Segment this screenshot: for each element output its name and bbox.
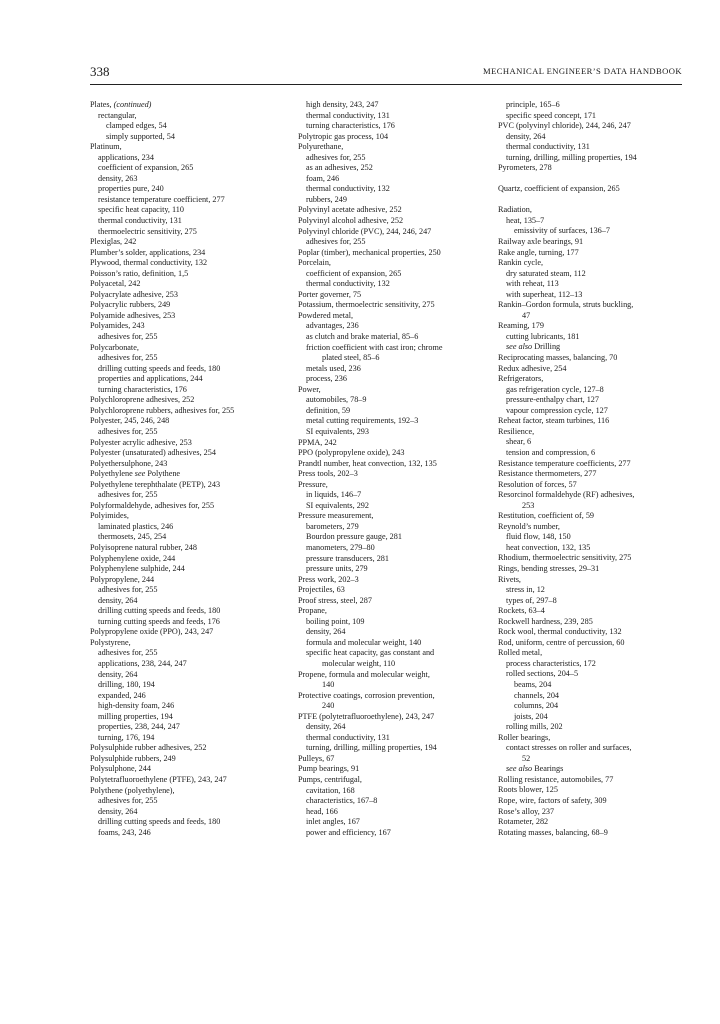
index-entry: drilling cutting speeds and feeds, 180	[98, 363, 221, 373]
index-entry: Rankin cycle,	[498, 258, 544, 268]
index-entry: Pressure,	[298, 479, 328, 489]
index-entry: rolling mills, 202	[506, 722, 563, 732]
index-entry: pressure transducers, 281	[306, 553, 389, 563]
index-entry: barometers, 279	[306, 521, 359, 531]
index-entry: PTFE (polytetrafluoroethylene), 243, 247	[298, 711, 435, 721]
index-entry: thermal conductivity, 131	[306, 732, 390, 742]
index-entry: shear, 6	[506, 437, 532, 447]
index-entry: pressure-enthalpy chart, 127	[506, 395, 599, 405]
index-entry: Polyethersulphone, 243	[90, 458, 168, 468]
page-header	[90, 64, 682, 82]
index-entry: Polysulphone, 244	[90, 764, 151, 774]
index-entry: thermal conductivity, 132	[306, 184, 390, 194]
index-entry: as clutch and brake material, 85–6	[306, 332, 419, 342]
index-entry: Propane,	[298, 606, 327, 616]
index-entry: Plumber’s solder, applications, 234	[90, 247, 206, 257]
index-entry: Pressure measurement,	[298, 511, 374, 521]
index-entry-italic: see also	[506, 764, 533, 774]
index-entry: turning characteristics, 176	[306, 121, 395, 131]
index-entry: clamped edges, 54	[106, 121, 167, 131]
index-entry: boiling point, 109	[306, 616, 365, 626]
index-entry: Prandtl number, heat convection, 132, 135	[298, 458, 437, 468]
index-entry: Projectiles, 63	[298, 585, 345, 595]
index-entry: density, 264	[306, 722, 346, 732]
index-entry: Polychloroprene adhesives, 252	[90, 395, 195, 405]
index-entry: Porter governer, 75	[298, 289, 362, 299]
page-number: 338	[90, 64, 110, 79]
index-column-1	[90, 100, 290, 838]
index-entry: Rock wool, thermal conductivity, 132	[498, 627, 622, 637]
index-entry: Polythene (polyethylene),	[90, 785, 175, 795]
index-entry: advantages, 236	[306, 321, 359, 331]
index-entry: Polycarbonate,	[90, 342, 139, 352]
index-entry: definition, 59	[306, 405, 351, 415]
index-entry: properties pure, 240	[98, 184, 164, 194]
index-entry: power and efficiency, 167	[306, 827, 391, 837]
index-entry: SI equivalents, 293	[306, 426, 369, 436]
index-column-2	[298, 100, 486, 838]
index-entry: with reheat, 113	[506, 279, 559, 289]
index-entry: thermosets, 245, 254	[98, 532, 167, 542]
index-entry: density, 264	[98, 806, 138, 816]
index-entry: automobiles, 78–9	[306, 395, 367, 405]
index-entry: drilling cutting speeds and feeds, 180	[98, 606, 221, 616]
index-entry: turning characteristics, 176	[98, 384, 187, 394]
index-entry-italic: (continued)	[113, 100, 152, 109]
index-entry-italic: see also	[506, 342, 533, 352]
index-entry: Reynold’s number,	[498, 521, 560, 531]
index-entry: adhesives for, 255	[98, 353, 158, 363]
index-entry: turning, 176, 194	[98, 732, 155, 742]
index-entry: Polyethylene see Polythene	[90, 469, 181, 479]
index-entry: Reaming, 179	[498, 321, 544, 331]
index-entry: Polyacetal, 242	[90, 279, 141, 289]
index-entry: plated steel, 85–6	[322, 353, 380, 363]
index-entry: heat, 135–7	[506, 215, 545, 225]
index-entry: adhesives for, 255	[98, 796, 158, 806]
index-entry: Rotameter, 282	[498, 817, 549, 827]
index-entry: Propene, formula and molecular weight,	[298, 669, 430, 679]
index-entry: Rotating masses, balancing, 68–9	[498, 827, 608, 837]
index-entry: thermal conductivity, 132	[306, 279, 390, 289]
index-entry: with superheat, 112–13	[506, 289, 583, 299]
index-entry: properties and applications, 244	[98, 374, 203, 384]
index-entry: PPO (polypropylene oxide), 243	[298, 448, 405, 458]
index-entry: Plywood, thermal conductivity, 132	[90, 258, 208, 268]
index-entry: Polyformaldehyde, adhesives for, 255	[90, 500, 215, 510]
index-entry: Reheat factor, steam turbines, 116	[498, 416, 610, 426]
index-entry: Polystyrene,	[90, 637, 131, 647]
index-entry: Reciprocating masses, balancing, 70	[498, 353, 618, 363]
index-entry: thermal conductivity, 131	[306, 110, 390, 120]
index-entry: Rings, bending stresses, 29–31	[498, 563, 600, 573]
index-entry: Pulleys, 67	[298, 753, 335, 763]
index-entry: PVC (polyvinyl chloride), 244, 246, 247	[498, 121, 631, 131]
index-entry: Polyacrylate adhesive, 253	[90, 289, 178, 299]
index-entry: coefficient of expansion, 265	[98, 163, 194, 173]
index-entry: PPMA, 242	[298, 437, 337, 447]
index-entry: channels, 204	[514, 690, 560, 700]
index-entry: Polyurethane,	[298, 142, 344, 152]
index-entry: Polyphenylene sulphide, 244	[90, 564, 185, 574]
index-entry: Resistance thermometers, 277	[498, 469, 597, 479]
index-entry: Poisson’s ratio, definition, 1,5	[90, 268, 189, 278]
index-entry: Resorcinol formaldehyde (RF) adhesives,	[498, 490, 635, 500]
index-entry: joists, 204	[514, 711, 548, 721]
index-entry: Polyvinyl acetate adhesive, 252	[298, 205, 402, 215]
index-entry: head, 166	[306, 806, 338, 816]
index-entry: adhesives for, 255	[98, 426, 158, 436]
index-entry: Rolled metal,	[498, 648, 543, 658]
index-entry: density, 264	[506, 131, 546, 141]
index-entry: see also Bearings	[506, 764, 564, 774]
index-entry: thermal conductivity, 131	[506, 142, 590, 152]
index-entry: manometers, 279–80	[306, 542, 375, 552]
index-entry: specific heat capacity, 110	[98, 205, 184, 215]
index-entry: Proof stress, steel, 287	[298, 595, 372, 605]
index-entry: Refrigerators,	[498, 374, 544, 384]
index-entry: process characteristics, 172	[506, 658, 596, 668]
index-entry: Polyester (unsaturated) adhesives, 254	[90, 448, 216, 458]
index-entry: Polyisoprene natural rubber, 248	[90, 542, 197, 552]
index-entry: Powdered metal,	[298, 310, 354, 320]
index-entry: Polypropylene oxide (PPO), 243, 247	[90, 627, 214, 637]
index-entry: Polychloroprene rubbers, adhesives for, 255	[90, 405, 235, 415]
index-entry: Polyester acrylic adhesive, 253	[90, 437, 192, 447]
index-entry: Rivets,	[498, 574, 521, 584]
index-entry: adhesives for, 255	[306, 152, 366, 162]
index-entry: Rope, wire, factors of safety, 309	[498, 796, 607, 805]
index-entry: properties, 238, 244, 247	[98, 722, 180, 732]
index-entry: Rhodium, thermoelectric sensitivity, 275	[498, 553, 632, 563]
index-entry: high density, 243, 247	[306, 100, 379, 109]
index-entry: in liquids, 146–7	[306, 490, 362, 500]
index-entry: simply supported, 54	[106, 131, 175, 141]
index-entry: specific heat capacity, gas constant and	[306, 648, 435, 658]
index-entry: principle, 165–6	[506, 100, 560, 109]
index-entry: types of, 297–8	[506, 595, 557, 605]
index-entry: cutting lubricants, 181	[506, 331, 580, 341]
index-entry: cavitation, 168	[306, 785, 355, 795]
index-entry: emissivity of surfaces, 136–7	[514, 226, 610, 236]
index-entry: adhesives for, 255	[98, 332, 158, 342]
index-entry: rectangular,	[98, 110, 137, 120]
index-entry: vapour compression cycle, 127	[506, 405, 608, 415]
index-entry: Polyphenylene oxide, 244	[90, 553, 176, 563]
index-entry: Pumps, centrifugal,	[298, 775, 362, 784]
index-entry: as an adhesives, 252	[306, 163, 373, 173]
index-entry: gas refrigeration cycle, 127–8	[506, 384, 604, 394]
index-entry: foams, 243, 246	[98, 827, 151, 837]
index-entry: coefficient of expansion, 265	[306, 268, 402, 278]
index-entry: rubbers, 249	[306, 194, 347, 204]
index-entry: process, 236	[306, 374, 347, 384]
index-entry: Roller bearings,	[498, 732, 551, 742]
index-entry: 240	[322, 701, 335, 711]
index-entry: applications, 238, 244, 247	[98, 658, 187, 668]
index-entry: Press work, 202–3	[298, 574, 359, 584]
index-entry: expanded, 246	[98, 690, 146, 700]
index-entry: adhesives for, 255	[98, 648, 158, 658]
index-entry: see also Drilling	[506, 342, 561, 352]
index-entry: tension and compression, 6	[506, 447, 596, 457]
index-entry: Polyester, 245, 246, 248	[90, 416, 170, 426]
header-rule	[90, 84, 682, 85]
index-entry: adhesives for, 255	[306, 237, 366, 247]
index-entry: high-density foam, 246	[98, 701, 175, 711]
index-entry: pressure units, 279	[306, 564, 368, 574]
index-entry: Protective coatings, corrosion prevention,	[298, 690, 435, 700]
index-entry: metal cutting requirements, 192–3	[306, 416, 419, 426]
index-entry: resistance temperature coefficient, 277	[98, 194, 225, 204]
index-entry: molecular weight, 110	[322, 658, 396, 668]
index-entry: 140	[322, 680, 335, 690]
index-entry: drilling, 180, 194	[98, 680, 155, 690]
index-entry: columns, 204	[514, 701, 559, 711]
index-entry: applications, 234	[98, 152, 154, 162]
index-entry: Potassium, thermoelectric sensitivity, 275	[298, 300, 435, 310]
index-entry: rolled sections, 204–5	[506, 669, 579, 679]
index-entry: Polytropic gas process, 104	[298, 131, 389, 141]
index-entry: Polyvinyl chloride (PVC), 244, 246, 247	[298, 226, 432, 236]
index-entry: beams, 204	[514, 679, 552, 689]
index-entry: Polyacrylic rubbers, 249	[90, 300, 171, 310]
index-entry: friction coefficient with cast iron; chrome	[306, 342, 443, 352]
index-entry: metals used, 236	[306, 363, 361, 373]
index-entry: Plates, (continued)	[90, 100, 152, 109]
index-entry: Resilience,	[498, 426, 535, 436]
index-entry: Polysulphide rubber adhesives, 252	[90, 743, 207, 753]
index-entry: Rake angle, turning, 177	[498, 247, 579, 257]
index-entry: laminated plastics, 246	[98, 521, 174, 531]
index-entry: Porcelain,	[298, 258, 331, 268]
running-head: MECHANICAL ENGINEER’S DATA HANDBOOK	[483, 66, 682, 76]
index-entry: Polyimides,	[90, 511, 129, 521]
index-entry: Press tools, 202–3	[298, 469, 358, 479]
index-entry: Resistance temperature coefficients, 277	[498, 458, 631, 468]
index-entry: thermoelectric sensitivity, 275	[98, 226, 197, 236]
index-entry: dry saturated steam, 112	[506, 268, 586, 278]
index-entry: Quartz, coefficient of expansion, 265	[498, 184, 620, 194]
index-entry: Rockets, 63–4	[498, 606, 545, 616]
index-entry: milling properties, 194	[98, 711, 173, 721]
index-entry: characteristics, 167–8	[306, 796, 378, 806]
index-entry: thermal conductivity, 131	[98, 216, 182, 226]
index-entry: foam, 246	[306, 173, 340, 183]
index-entry: Bourdon pressure gauge, 281	[306, 532, 402, 542]
index-entry: Polyvinyl alcohol adhesive, 252	[298, 216, 404, 226]
index-entry: density, 264	[98, 669, 138, 679]
index-entry: Polyamide adhesives, 253	[90, 310, 176, 320]
index-entry: Pump bearings, 91	[298, 764, 360, 774]
index-entry: Plexiglas, 242	[90, 237, 137, 247]
index-entry: SI equivalents, 292	[306, 500, 369, 510]
index-entry: Polypropylene, 244	[90, 574, 155, 584]
index-entry: adhesives for, 255	[98, 585, 158, 595]
index-entry: 47	[522, 310, 531, 320]
index-entry: Rankin–Gordon formula, struts buckling,	[498, 300, 634, 310]
index-entry: contact stresses on roller and surfaces,	[506, 743, 632, 753]
index-entry: Roots blower, 125	[498, 785, 558, 795]
index-entry: Restitution, coefficient of, 59	[498, 511, 595, 521]
index-entry: Rose’s alloy, 237	[498, 806, 555, 816]
index-entry: Polyamides, 243	[90, 321, 145, 331]
index-entry: Polyethylene terephthalate (PETP), 243	[90, 479, 221, 489]
index-entry: Power,	[298, 384, 321, 394]
index-entry: Polysulphide rubbers, 249	[90, 753, 176, 763]
index-entry: density, 264	[306, 627, 346, 637]
index-entry: turning, drilling, milling properties, 194	[306, 743, 437, 753]
index-entry: fluid flow, 148, 150	[506, 532, 571, 542]
index-entry: density, 263	[98, 173, 138, 183]
index-entry: Polytetrafluoroethylene (PTFE), 243, 247	[90, 775, 227, 784]
index-entry: Rod, uniform, centre of percussion, 60	[498, 637, 625, 647]
index-entry: heat convection, 132, 135	[506, 542, 591, 552]
index-entry: Radiation,	[498, 205, 532, 215]
index-entry: adhesives for, 255	[98, 490, 158, 500]
index-entry: inlet angles, 167	[306, 817, 360, 827]
index-entry: drilling cutting speeds and feeds, 180	[98, 817, 221, 827]
index-entry: formula and molecular weight, 140	[306, 637, 422, 647]
index-entry: density, 264	[98, 595, 138, 605]
index-entry: specific speed concept, 171	[506, 110, 597, 120]
index-entry: 253	[522, 500, 535, 510]
index-entry: Platinum,	[90, 142, 122, 152]
index-entry-italic: see	[134, 469, 146, 479]
index-column-3	[498, 100, 692, 838]
index-entry: Pyrometers, 278	[498, 163, 552, 173]
index-entry: 52	[522, 753, 531, 763]
index-entry: Rockwell hardness, 239, 285	[498, 616, 593, 626]
index-entry: Railway axle bearings, 91	[498, 237, 584, 247]
index-entry: Resolution of forces, 57	[498, 479, 577, 489]
index-entry: Redux adhesive, 254	[498, 363, 567, 373]
index-entry: turning, drilling, milling properties, 194	[506, 152, 637, 162]
index-entry: stress in, 12	[506, 585, 545, 595]
index-entry: turning cutting speeds and feeds, 176	[98, 616, 220, 626]
index-entry: Poplar (timber), mechanical properties, 250	[298, 247, 441, 257]
index-entry: Rolling resistance, automobiles, 77	[498, 774, 614, 784]
